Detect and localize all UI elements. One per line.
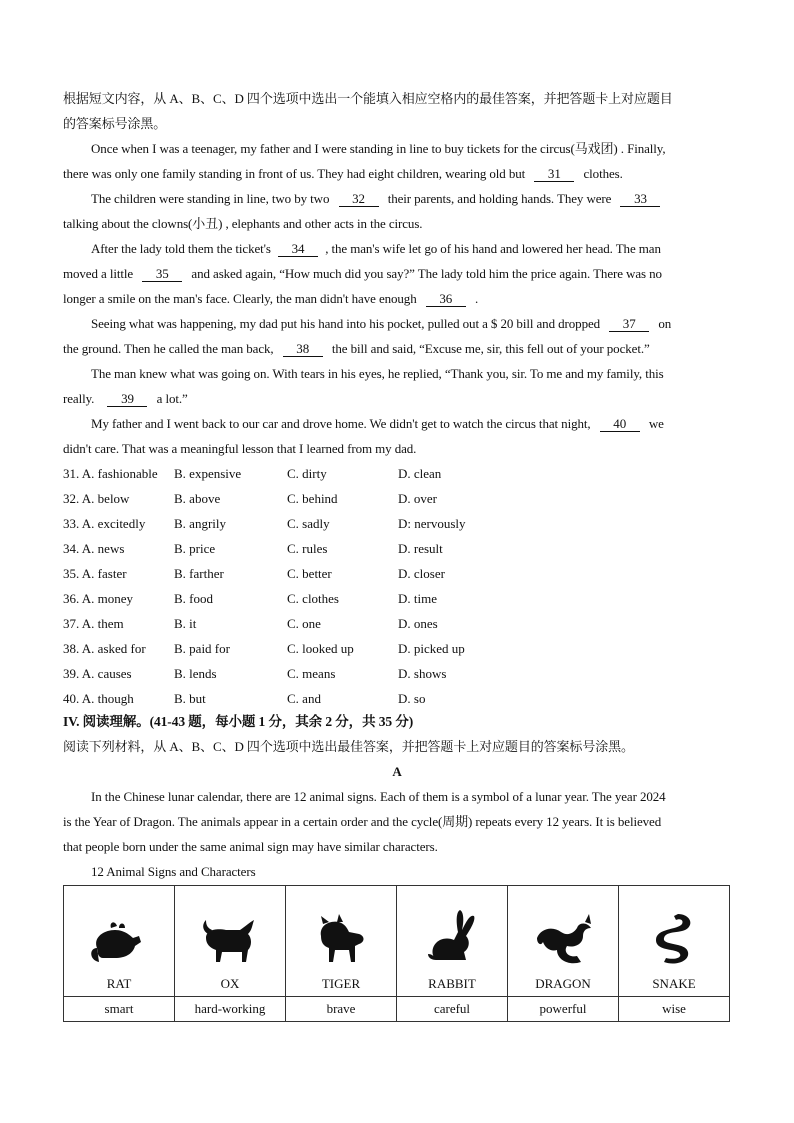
option-d: D. time (398, 591, 437, 606)
blank-36: 36 (426, 292, 466, 307)
animal-cell-rat (64, 886, 175, 997)
option-d: D. picked up (398, 641, 465, 656)
option-d: D. clean (398, 466, 442, 481)
blank-32: 32 (339, 192, 379, 207)
passage-text: the bill and said, “Excuse me, sir, this fell out of your pocket.” (331, 341, 650, 356)
option-a: 31. A. fashionable (63, 466, 158, 481)
passage-line (91, 315, 671, 333)
dragon-icon (508, 908, 618, 972)
table-caption: 12 Animal Signs and Characters (91, 864, 256, 879)
blank-31: 31 (534, 167, 574, 182)
option-c: C. dirty (287, 466, 327, 481)
option-b: B. food (174, 591, 213, 606)
animal-name: SNAKE (652, 976, 696, 991)
animal-trait: wise (619, 997, 730, 1022)
blank-35: 35 (142, 267, 182, 282)
option-b: B. angrily (174, 516, 226, 531)
option-d: D. so (398, 691, 426, 706)
passage-line (91, 240, 661, 258)
passage-text: a lot.” (156, 391, 188, 406)
animal-trait: smart (64, 997, 175, 1022)
passage-line (63, 290, 478, 308)
section-title: IV. 阅读理解。(41-43 题，每小题 1 分，其余 2 分，共 35 分) (63, 714, 414, 729)
option-c: C. looked up (287, 641, 354, 656)
passage-text: After the lady told them the ticket's (91, 241, 271, 256)
blank-34: 34 (278, 242, 318, 257)
passage-line (63, 340, 650, 358)
option-b: B. farther (174, 566, 224, 581)
passage-text: moved a little (63, 266, 134, 281)
option-c: C. behind (287, 491, 338, 506)
passage-text: Seeing what was happening, my dad put his hand into his pocket, pulled out a $ 20 bill and dropped (91, 316, 601, 331)
passage-text: on (658, 316, 672, 331)
reading-line: In the Chinese lunar calendar, there are 12 animal signs. Each of them is a symbol of a lunar year. The year 2024 (91, 789, 666, 804)
reading-line: that people born under the same animal sign may have similar characters. (63, 839, 438, 854)
blank-38: 38 (283, 342, 323, 357)
animal-signs-table (63, 885, 730, 1022)
animal-name: RABBIT (428, 976, 476, 991)
option-a: 36. A. money (63, 591, 134, 606)
option-c: C. and (287, 691, 321, 706)
section-instruction: 阅读下列材料，从 A、B、C、D 四个选项中选出最佳答案，并把答题卡上对应题目的答案标号涂黑。 (63, 739, 634, 754)
passage-text: there was only one family standing in front of us. They had eight children, wearing old but (63, 166, 526, 181)
rat-icon (64, 908, 174, 972)
passage-text: and asked again, “How much did you say?” The lady told him the price again. There was no (191, 266, 662, 281)
animal-cell-ox (175, 886, 286, 997)
cloze-instruction-cont: 的答案标号涂黑。 (63, 116, 167, 131)
passage-label: A (392, 764, 402, 779)
tiger-icon (286, 908, 396, 972)
passage-text: The children were standing in line, two by two (91, 191, 330, 206)
option-b: B. lends (174, 666, 217, 681)
passage-text: , the man's wife let go of his hand and lowered her head. The man (325, 241, 661, 256)
option-d: D. shows (398, 666, 447, 681)
option-d: D. ones (398, 616, 438, 631)
animal-cell-tiger (286, 886, 397, 997)
rabbit-icon (397, 908, 507, 972)
blank-37: 37 (609, 317, 649, 332)
animal-cell-dragon (508, 886, 619, 997)
blank-40: 40 (600, 417, 640, 432)
passage-line (63, 265, 662, 283)
passage-text: My father and I went back to our car and drove home. We didn't get to watch the circus that night, (91, 416, 591, 431)
passage-line (91, 415, 664, 433)
blank-39: 39 (107, 392, 147, 407)
option-b: B. paid for (174, 641, 230, 656)
option-a: 35. A. faster (63, 566, 127, 581)
passage-line (63, 390, 188, 408)
animal-cell-snake (619, 886, 730, 997)
passage-line: The man knew what was going on. With tears in his eyes, he replied, “Thank you, sir. To me and my family, this (91, 366, 664, 381)
animal-trait: careful (397, 997, 508, 1022)
passage-line (91, 190, 660, 208)
option-c: C. clothes (287, 591, 339, 606)
animal-name: DRAGON (535, 976, 591, 991)
passage-line: Once when I was a teenager, my father and I were standing in line to buy tickets for the circus(马戏团) . Finally, (91, 141, 666, 156)
option-c: C. better (287, 566, 332, 581)
animal-name: TIGER (321, 976, 361, 991)
animal-trait: powerful (508, 997, 619, 1022)
passage-text: their parents, and holding hands. They were (387, 191, 612, 206)
animal-trait: hard-working (175, 997, 286, 1022)
passage-text: the ground. Then he called the man back, (63, 341, 274, 356)
passage-text: longer a smile on the man's face. Clearly, the man didn't have enough (63, 291, 417, 306)
option-a: 39. A. causes (63, 666, 132, 681)
option-d: D. closer (398, 566, 445, 581)
option-b: B. expensive (174, 466, 242, 481)
animal-name: RAT (106, 976, 132, 991)
option-d: D. result (398, 541, 443, 556)
option-b: B. price (174, 541, 216, 556)
passage-text: . (474, 291, 479, 306)
animal-trait: brave (286, 997, 397, 1022)
snake-icon (619, 908, 729, 972)
option-c: C. means (287, 666, 336, 681)
passage-text: really. (63, 391, 95, 406)
option-b: B. but (174, 691, 206, 706)
option-a: 40. A. though (63, 691, 134, 706)
option-a: 33. A. excitedly (63, 516, 146, 531)
option-c: C. sadly (287, 516, 330, 531)
blank-33: 33 (620, 192, 660, 207)
option-a: 37. A. them (63, 616, 124, 631)
passage-text: we (648, 416, 664, 431)
option-b: B. above (174, 491, 221, 506)
option-a: 38. A. asked for (63, 641, 146, 656)
option-c: C. one (287, 616, 321, 631)
option-d: D. over (398, 491, 437, 506)
option-a: 34. A. news (63, 541, 125, 556)
passage-text: clothes. (583, 166, 623, 181)
cloze-instruction: 根据短文内容，从 A、B、C、D 四个选项中选出一个能填入相应空格内的最佳答案，并把答题卡上对应题目 (63, 91, 673, 106)
passage-line (63, 165, 623, 183)
reading-line: is the Year of Dragon. The animals appear in a certain order and the cycle(周期) repeats every 12 years. It is believed (63, 814, 662, 829)
option-b: B. it (174, 616, 197, 631)
option-c: C. rules (287, 541, 328, 556)
option-d: D: nervously (398, 516, 466, 531)
animal-cell-rabbit (397, 886, 508, 997)
animal-name: OX (220, 976, 240, 991)
ox-icon (175, 908, 285, 972)
passage-line: didn't care. That was a meaningful lesson that I learned from my dad. (63, 441, 417, 456)
passage-line: talking about the clowns(小丑) , elephants and other acts in the circus. (63, 216, 423, 231)
option-a: 32. A. below (63, 491, 130, 506)
